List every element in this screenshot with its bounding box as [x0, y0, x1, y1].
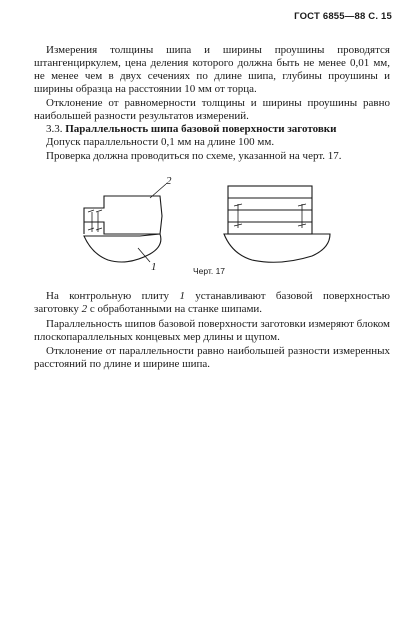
- paragraph-check-scheme-text: Проверка должна проводиться по схеме, указанной на черт. 17.: [46, 150, 342, 162]
- figure-label-1: 1: [151, 261, 157, 273]
- ref-number-2: 2: [81, 303, 88, 316]
- paragraph-parallelism-measure: [34, 318, 390, 344]
- paragraph-measurement-text: Измерения толщины шипа и ширины проушины проводятся штангенциркулем, цена деления которого должна быть не менее 0,01 мм, не менее чем в двух сечениях по длине шипа, глубины проушины и ширины образца на расстоянии 10 мм от торца.: [34, 44, 390, 96]
- paragraph-deviation-uniformity: [34, 97, 390, 123]
- paragraph-setup-text-b: устанавливают базовой поверхностью заготовку: [34, 290, 390, 316]
- paragraph-measurement: [34, 44, 390, 96]
- section-3-3-heading: [34, 123, 390, 136]
- section-number: 3.3.: [46, 123, 63, 135]
- section-title: Параллельность шипа базовой поверхности заготовки: [65, 123, 337, 135]
- paragraph-deviation-uniformity-text: Отклонение от равномерности толщины и ширины проушины равно наибольшей разности результатов измерений.: [34, 97, 390, 123]
- paragraph-parallelism-measure-text: Параллельность шипов базовой поверхности заготовки измеряют блоком плоскопараллельных концевых мер длины и щупом.: [34, 318, 390, 344]
- page-header: ГОСТ 6855—88 С. 15: [294, 11, 392, 22]
- control-plate-left: [84, 234, 161, 262]
- paragraph-check-scheme: [34, 150, 390, 163]
- figure-label-2: 2: [166, 176, 172, 187]
- ref-number-1: 1: [179, 290, 185, 302]
- control-plate-right: [224, 234, 330, 262]
- paragraph-setup: [34, 290, 390, 316]
- paragraph-setup-text-a: На контрольную плиту: [46, 290, 180, 302]
- workpiece-left: [84, 196, 162, 234]
- paragraph-tolerance: [34, 136, 390, 149]
- figure-caption: Черт. 17: [192, 266, 226, 276]
- paragraph-parallelism-deviation: [34, 345, 390, 371]
- paragraph-tolerance-text: Допуск параллельности 0,1 мм на длине 100 мм.: [46, 136, 275, 148]
- paragraph-parallelism-deviation-text: Отклонение от параллельности равно наибольшей разности измеренных расстояний по длине и ширине шипа.: [34, 345, 390, 371]
- paragraph-setup-text-c: с обработанными на станке шипами.: [87, 303, 263, 316]
